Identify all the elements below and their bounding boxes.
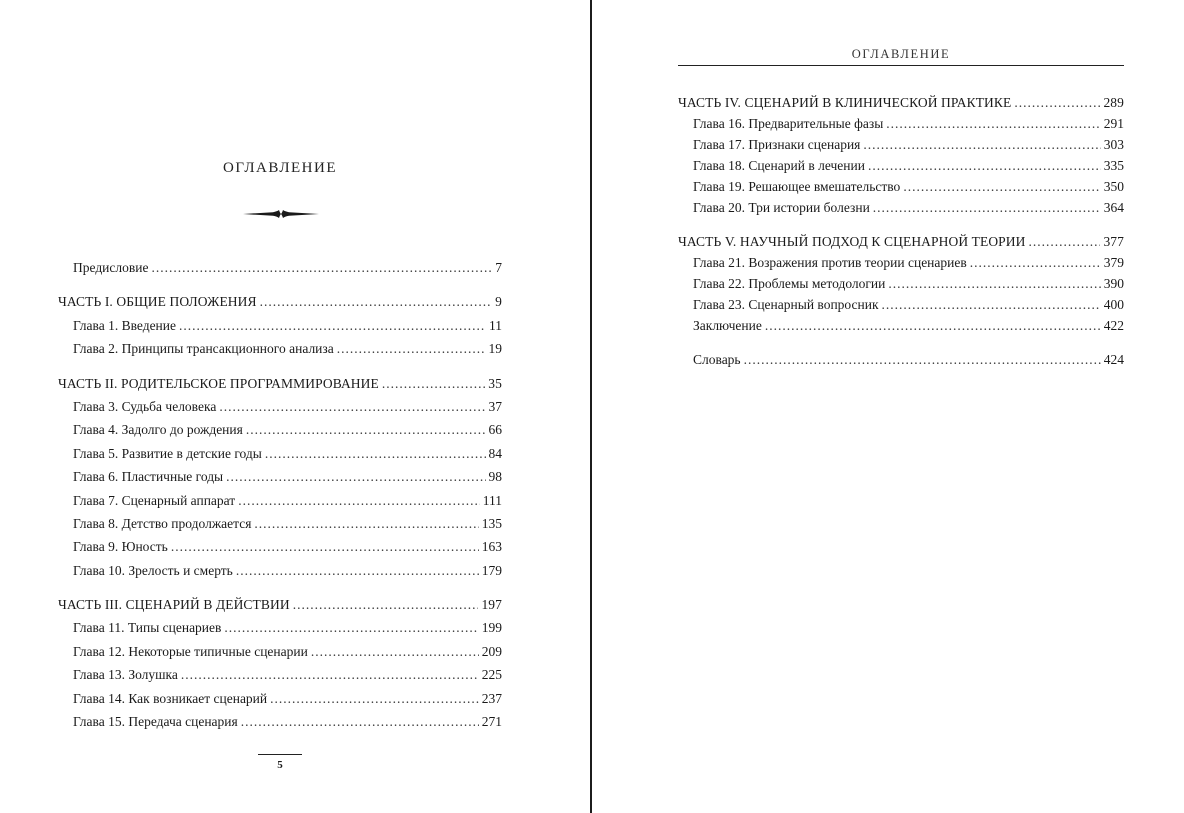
toc-page-number: 422 xyxy=(1103,318,1124,333)
toc-entry-label: ЧАСТЬ V. НАУЧНЫЙ ПОДХОД К СЦЕНАРНОЙ ТЕОРИИ xyxy=(678,234,1026,249)
toc-entry[interactable] xyxy=(58,559,502,582)
toc-page-number: 303 xyxy=(1103,137,1124,152)
toc-leader-dots xyxy=(171,535,479,558)
toc-entry-label: Предисловие xyxy=(73,260,149,275)
toc-leader-dots xyxy=(970,252,1101,273)
toc-leader-dots xyxy=(219,395,485,418)
toc-leader-dots xyxy=(888,273,1100,294)
toc-leader-dots xyxy=(226,465,485,488)
toc-entry-label: Глава 7. Сценарный аппарат xyxy=(73,492,236,508)
toc-entry-label: Глава 6. Пластичные годы xyxy=(73,469,224,485)
toc-page-number: 11 xyxy=(489,317,502,333)
toc-entry[interactable] xyxy=(678,252,1124,273)
right-page xyxy=(592,0,1184,813)
toc-entry-label: ЧАСТЬ II. РОДИТЕЛЬСКОЕ ПРОГРАММИРОВАНИЕ xyxy=(58,375,379,391)
toc-entry-label: Глава 4. Задолго до рождения xyxy=(73,422,243,438)
toc-entry-label: Глава 15. Передача сценария xyxy=(73,714,238,730)
toc-page-number: 37 xyxy=(488,398,502,414)
toc-page-number: 291 xyxy=(1103,116,1124,131)
toc-page-number: 335 xyxy=(1103,158,1124,173)
toc-page-number: 9 xyxy=(495,294,502,310)
toc-entry[interactable] xyxy=(58,395,502,418)
toc-page-number: 179 xyxy=(481,562,502,578)
toc-page-number: 377 xyxy=(1103,234,1124,249)
toc-gap xyxy=(678,336,1124,349)
toc-entry-label: Глава 10. Зрелость и смерть xyxy=(73,562,233,578)
toc-part-entry[interactable] xyxy=(678,92,1124,113)
toc-entry-label: ЧАСТЬ III. СЦЕНАРИЙ В ДЕЙСТВИИ xyxy=(58,597,290,613)
toc-leader-dots xyxy=(224,616,478,639)
ornament-divider-icon xyxy=(243,208,319,220)
toc-entry[interactable] xyxy=(58,489,502,512)
toc-leader-dots xyxy=(181,663,479,686)
toc-entry-label: Глава 9. Юность xyxy=(73,539,168,555)
table-of-contents xyxy=(678,92,1124,370)
toc-entry-label: Глава 18. Сценарий в лечении xyxy=(693,158,865,173)
toc-entry[interactable] xyxy=(58,314,502,337)
toc-page-number: 271 xyxy=(481,714,502,730)
toc-leader-dots xyxy=(236,559,479,582)
toc-entry-label: ЧАСТЬ IV. СЦЕНАРИЙ В КЛИНИЧЕСКОЙ ПРАКТИКЕ xyxy=(678,95,1012,110)
toc-entry[interactable] xyxy=(678,315,1124,336)
header-rule xyxy=(678,65,1124,66)
toc-entry-label: Глава 20. Три истории болезни xyxy=(693,200,870,215)
toc-entry-label: Глава 17. Признаки сценария xyxy=(693,137,861,152)
toc-entry-label: Глава 22. Проблемы методологии xyxy=(693,276,886,291)
toc-page-number: 111 xyxy=(482,492,502,508)
toc-leader-dots xyxy=(1014,92,1100,113)
toc-entry[interactable] xyxy=(678,155,1124,176)
page-title: ОГЛАВЛЕНИЕ xyxy=(223,160,337,176)
toc-page-number: 379 xyxy=(1103,255,1124,270)
page-number: 5 xyxy=(258,754,302,771)
toc-page-number: 84 xyxy=(488,445,502,461)
toc-entry-label: Глава 5. Развитие в детские годы xyxy=(73,445,262,461)
toc-leader-dots xyxy=(151,256,492,279)
toc-page-number: 7 xyxy=(495,260,502,275)
toc-leader-dots xyxy=(241,710,479,733)
toc-page-number: 225 xyxy=(481,667,502,683)
toc-leader-dots xyxy=(903,176,1100,197)
toc-entry[interactable] xyxy=(58,535,502,558)
toc-gap xyxy=(58,361,502,372)
toc-leader-dots xyxy=(270,687,479,710)
toc-leader-dots xyxy=(382,372,485,395)
toc-gap xyxy=(58,279,502,290)
toc-part-entry[interactable] xyxy=(58,372,502,395)
toc-entry[interactable] xyxy=(58,710,502,733)
toc-leader-dots xyxy=(1029,231,1101,252)
toc-entry[interactable] xyxy=(678,113,1124,134)
toc-page-number: 289 xyxy=(1103,95,1124,110)
toc-gap xyxy=(678,218,1124,231)
toc-page-number: 390 xyxy=(1103,276,1124,291)
table-of-contents xyxy=(58,256,502,733)
toc-entry[interactable] xyxy=(58,442,502,465)
toc-entry-label: Глава 8. Детство продолжается xyxy=(73,515,252,531)
toc-gap xyxy=(58,582,502,593)
toc-leader-dots xyxy=(765,315,1101,336)
toc-entry[interactable] xyxy=(58,337,502,360)
toc-leader-dots xyxy=(337,337,486,360)
toc-entry[interactable] xyxy=(678,273,1124,294)
running-header: ОГЛАВЛЕНИЕ xyxy=(851,47,951,61)
toc-leader-dots xyxy=(863,134,1100,155)
toc-leader-dots xyxy=(265,442,486,465)
toc-entry-label: ЧАСТЬ I. ОБЩИЕ ПОЛОЖЕНИЯ xyxy=(58,294,257,310)
toc-entry-label: Глава 16. Предварительные фазы xyxy=(693,116,884,131)
toc-leader-dots xyxy=(179,314,486,337)
toc-page-number: 98 xyxy=(488,469,502,485)
toc-page-number: 424 xyxy=(1103,352,1124,367)
toc-entry-label: Заключение xyxy=(693,318,762,333)
toc-entry-label: Глава 2. Принципы трансакционного анализа xyxy=(73,341,334,357)
toc-entry[interactable] xyxy=(58,465,502,488)
toc-entry-label: Глава 21. Возражения против теории сценариев xyxy=(693,255,967,270)
toc-entry[interactable] xyxy=(678,349,1124,370)
toc-entry-label: Глава 11. Типы сценариев xyxy=(73,620,222,636)
toc-entry-label: Глава 14. Как возникает сценарий xyxy=(73,690,268,706)
toc-page-number: 163 xyxy=(481,539,502,555)
toc-leader-dots xyxy=(882,294,1101,315)
toc-page-number: 199 xyxy=(481,620,502,636)
toc-entry-label: Глава 23. Сценарный вопросник xyxy=(693,297,879,312)
toc-page-number: 66 xyxy=(488,422,502,438)
toc-page-number: 209 xyxy=(481,643,502,659)
toc-entry-label: Словарь xyxy=(693,352,741,367)
toc-page-number: 237 xyxy=(481,690,502,706)
toc-page-number: 364 xyxy=(1103,200,1124,215)
toc-page-number: 197 xyxy=(481,597,502,613)
toc-page-number: 400 xyxy=(1103,297,1124,312)
toc-entry[interactable] xyxy=(58,256,502,279)
toc-leader-dots xyxy=(886,113,1100,134)
toc-leader-dots xyxy=(254,512,478,535)
toc-page-number: 350 xyxy=(1103,179,1124,194)
toc-page-number: 35 xyxy=(488,375,502,391)
toc-entry-label: Глава 13. Золушка xyxy=(73,667,178,683)
toc-entry[interactable] xyxy=(678,134,1124,155)
toc-leader-dots xyxy=(873,197,1101,218)
toc-entry[interactable] xyxy=(58,687,502,710)
toc-leader-dots xyxy=(246,418,486,441)
toc-part-entry[interactable] xyxy=(678,231,1124,252)
toc-entry[interactable] xyxy=(58,663,502,686)
toc-page-number: 135 xyxy=(481,515,502,531)
toc-leader-dots xyxy=(744,349,1101,370)
toc-entry[interactable] xyxy=(58,640,502,663)
toc-entry[interactable] xyxy=(678,176,1124,197)
toc-leader-dots xyxy=(293,593,479,616)
toc-entry[interactable] xyxy=(678,294,1124,315)
toc-leader-dots xyxy=(260,290,493,313)
toc-page-number: 19 xyxy=(488,341,502,357)
toc-entry-label: Глава 3. Судьба человека xyxy=(73,398,217,414)
toc-leader-dots xyxy=(868,155,1101,176)
toc-leader-dots xyxy=(238,489,480,512)
toc-entry-label: Глава 12. Некоторые типичные сценарии xyxy=(73,643,308,659)
toc-entry[interactable] xyxy=(58,512,502,535)
left-page xyxy=(0,0,590,813)
toc-part-entry[interactable] xyxy=(58,290,502,313)
toc-leader-dots xyxy=(311,640,479,663)
toc-entry[interactable] xyxy=(678,197,1124,218)
toc-entry[interactable] xyxy=(58,418,502,441)
toc-part-entry[interactable] xyxy=(58,593,502,616)
toc-entry-label: Глава 19. Решающее вмешательство xyxy=(693,179,901,194)
toc-entry-label: Глава 1. Введение xyxy=(73,317,176,333)
toc-entry[interactable] xyxy=(58,616,502,639)
